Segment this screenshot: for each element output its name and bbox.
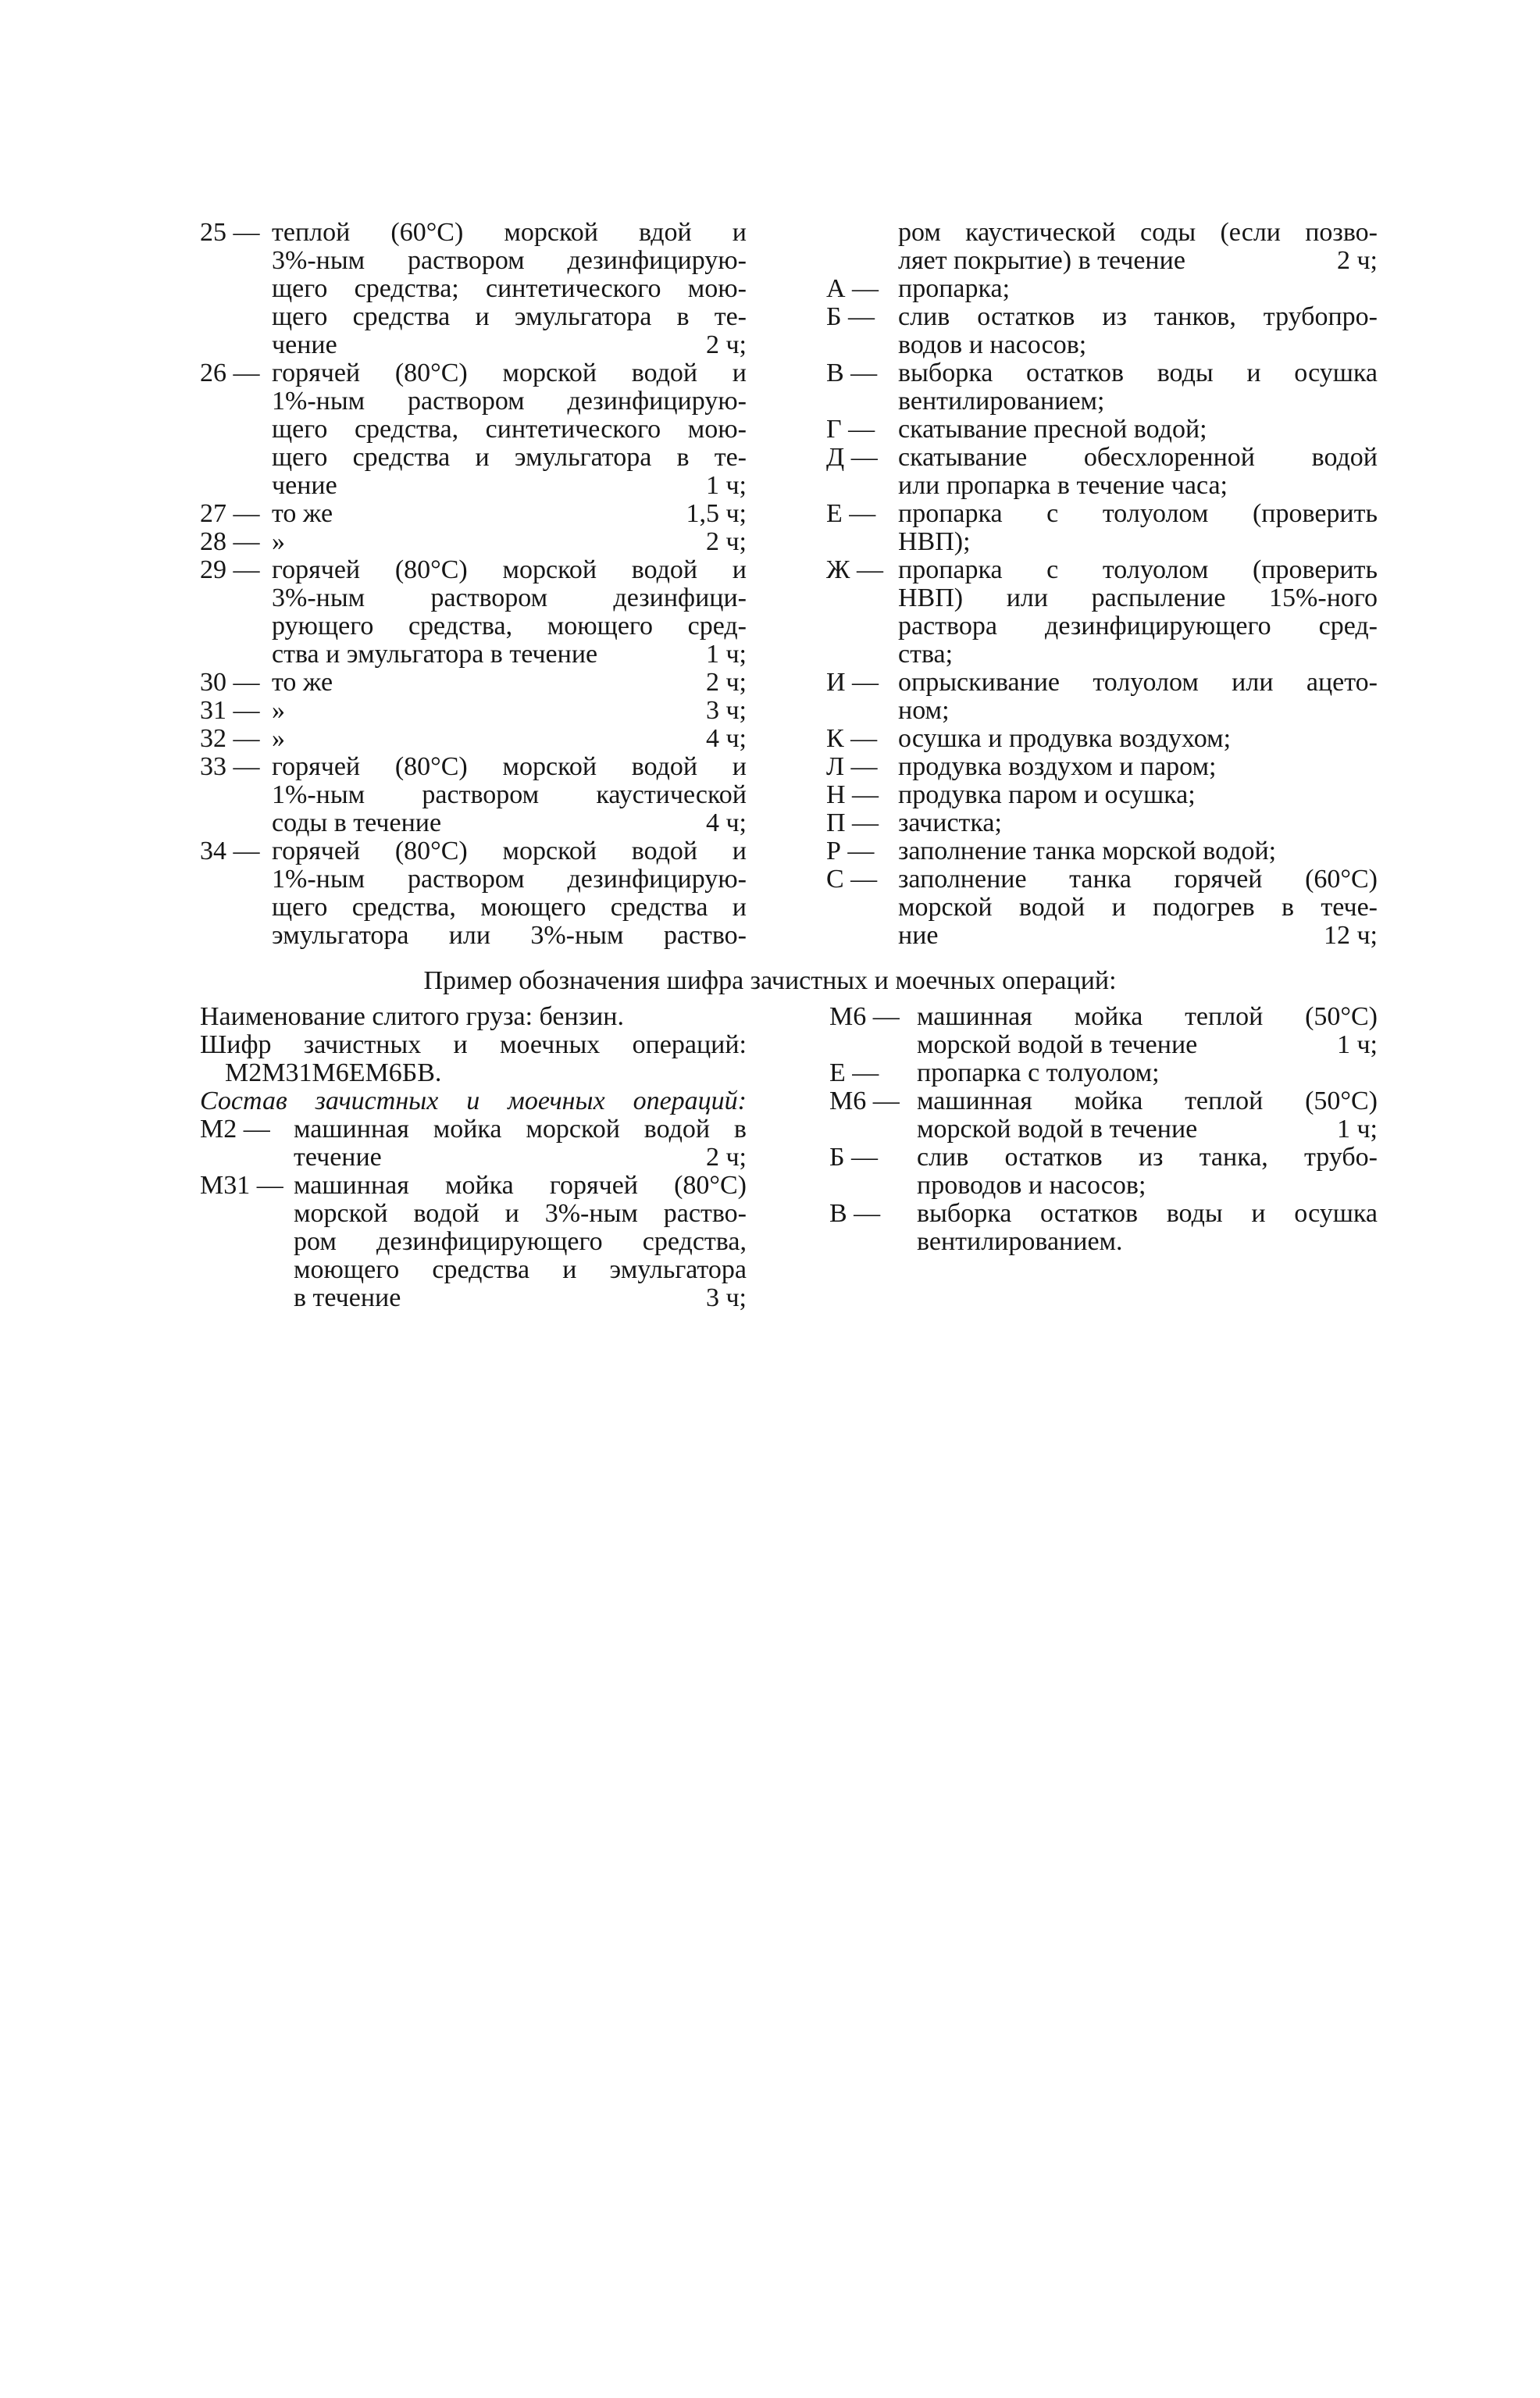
- entry-line: морской водой и 3%-ным раство-: [294, 1199, 747, 1228]
- entry-last-line: [294, 1144, 747, 1172]
- entry-body: [272, 500, 747, 528]
- entry-line: раствора дезинфицирующего сред-: [898, 612, 1378, 641]
- entry-line: заполнение танка горячей (60°С): [898, 865, 1378, 894]
- entry-last-text: чение: [272, 330, 337, 359]
- entry-row: [826, 781, 1378, 809]
- entry-body: [898, 753, 1378, 781]
- entry-row: [826, 725, 1378, 753]
- entry-line: щего средства и эмульгатора в те-: [272, 302, 747, 331]
- entry-last-line: [272, 472, 747, 500]
- entry-line: ром дезинфицирующего средства,: [294, 1227, 747, 1256]
- entry-body: [272, 528, 747, 556]
- entry-code: 33 —: [200, 752, 260, 781]
- entry-body: [272, 753, 747, 837]
- entry-last-text: ства;: [898, 640, 954, 669]
- entry-last-line: [898, 837, 1378, 865]
- entry-row: [829, 1087, 1378, 1144]
- entry-code: 32 —: [200, 724, 260, 753]
- entry-row: [826, 359, 1378, 416]
- entry-row: [826, 416, 1378, 444]
- entry-duration: 12 ч;: [1323, 921, 1378, 950]
- entry-last-line: [917, 1031, 1378, 1059]
- entry-duration: 2 ч;: [705, 330, 747, 359]
- entry-code: В —: [826, 359, 878, 387]
- entry-line: машинная мойка горячей (80°С): [294, 1171, 747, 1200]
- entry-last-text: вентилированием;: [898, 387, 1105, 416]
- entry-body: [272, 669, 747, 697]
- composition-label: Состав зачистных и моечных операций:: [200, 1087, 747, 1115]
- entry-line: выборка остатков воды и осушка: [898, 359, 1378, 387]
- entry-row: [829, 1144, 1378, 1200]
- entry-line: горячей (80°С) морской водой и: [272, 359, 747, 387]
- entry-body: [294, 1172, 747, 1312]
- entry-row: [829, 1059, 1378, 1087]
- entry-body: [917, 1059, 1378, 1087]
- entry-code: 27 —: [200, 499, 260, 528]
- entry-line: моющего средства и эмульгатора: [294, 1255, 747, 1284]
- entry-last-text: продувка паром и осушка;: [898, 780, 1196, 809]
- entry-last-line: [898, 922, 1378, 950]
- entry-last-text: осушка и продувка воздухом;: [898, 724, 1232, 753]
- entry-last-text: соды в течение: [272, 808, 442, 837]
- entry-body: [898, 725, 1378, 753]
- entry-body: [272, 556, 747, 669]
- entry-row: [826, 219, 1378, 275]
- entry-code: Е —: [826, 499, 876, 528]
- entry-code: М6 —: [829, 1087, 900, 1115]
- entry-line: скатывание обесхлоренной водой: [898, 443, 1378, 472]
- entry-last-text: продувка воздухом и паром;: [898, 752, 1217, 781]
- entry-row: [200, 1115, 747, 1172]
- entry-body: [917, 1144, 1378, 1200]
- entry-last-text: течение: [294, 1143, 382, 1172]
- entry-last-text: »: [272, 527, 285, 556]
- entry-row: [826, 556, 1378, 669]
- entry-last-line: [898, 697, 1378, 725]
- entry-code: М31 —: [200, 1171, 283, 1200]
- entry-last-text: ном;: [898, 696, 950, 725]
- entry-last-text: ляет покрытие) в течение: [898, 246, 1185, 275]
- entry-body: [898, 444, 1378, 500]
- entry-duration: 1,5 ч;: [686, 499, 747, 528]
- entry-row: [826, 753, 1378, 781]
- entry-code: Н —: [826, 780, 879, 809]
- entry-line: слив остатков из танка, трубо-: [917, 1143, 1378, 1172]
- entry-last-text: »: [272, 724, 285, 753]
- entry-last-line: [272, 669, 747, 697]
- entry-line: горячей (80°С) морской водой и: [272, 752, 747, 781]
- entry-last-text: пропарка;: [898, 274, 1011, 303]
- entry-last-line: [898, 641, 1378, 669]
- entry-last-line: [898, 331, 1378, 359]
- entry-last-line: [272, 331, 747, 359]
- entry-last-line: [917, 1115, 1378, 1144]
- entry-last-text: ства и эмульгатора в течение: [272, 640, 598, 669]
- entry-last-text: морской водой в течение: [917, 1030, 1198, 1059]
- left-column-top: [200, 219, 747, 950]
- entry-body: [272, 697, 747, 725]
- entry-code: 31 —: [200, 696, 260, 725]
- entry-last-text: пропарка с толуолом;: [917, 1058, 1160, 1087]
- entry-code: Е —: [829, 1058, 879, 1087]
- entry-body: [272, 359, 747, 500]
- entry-code: М2 —: [200, 1115, 270, 1144]
- entry-row: [826, 865, 1378, 950]
- cargo-line: Наименование слитого груза: бензин.: [200, 1002, 625, 1031]
- entry-last-line: [272, 528, 747, 556]
- entry-line: 3%-ным раствором дезинфицирую-: [272, 246, 747, 275]
- example-left-column: [200, 1003, 747, 1312]
- entry-last-text: чение: [272, 471, 337, 500]
- entry-body: [917, 1003, 1378, 1059]
- entry-line: эмульгатора или 3%-ным раство-: [272, 921, 747, 950]
- entry-line: щего средства и эмульгатора в те-: [272, 443, 747, 472]
- entry-code: В —: [829, 1199, 881, 1228]
- entry-line: горячей (80°С) морской водой и: [272, 555, 747, 584]
- entry-row: [200, 697, 747, 725]
- entry-last-text: заполнение танка морской водой;: [898, 837, 1277, 865]
- entry-line: 3%-ным раствором дезинфици-: [272, 583, 747, 612]
- entry-last-text: то же: [272, 499, 333, 528]
- entry-duration: 4 ч;: [705, 808, 747, 837]
- entry-row: [200, 669, 747, 697]
- entry-body: [898, 865, 1378, 950]
- entry-line: пропарка с толуолом (проверить: [898, 499, 1378, 528]
- entry-row: [829, 1200, 1378, 1256]
- entry-body: [898, 359, 1378, 416]
- entry-row: [200, 837, 747, 950]
- entry-body: [898, 669, 1378, 725]
- entry-code: 28 —: [200, 527, 260, 556]
- entry-body: [898, 275, 1378, 303]
- entry-row: [829, 1003, 1378, 1059]
- entry-duration: 1 ч;: [705, 640, 747, 669]
- entry-row: [826, 303, 1378, 359]
- entry-body: [898, 416, 1378, 444]
- entry-row: [826, 444, 1378, 500]
- entry-body: [898, 219, 1378, 275]
- entry-line: 1%-ным раствором дезинфицирую-: [272, 865, 747, 894]
- entry-row: [826, 275, 1378, 303]
- entry-last-line: [917, 1059, 1378, 1087]
- entry-last-text: водов и насосов;: [898, 330, 1087, 359]
- entry-duration: 4 ч;: [705, 724, 747, 753]
- entry-code: 29 —: [200, 555, 260, 584]
- entry-body: [917, 1200, 1378, 1256]
- entry-last-line: [272, 697, 747, 725]
- entry-last-line: [898, 809, 1378, 837]
- entry-last-line: [917, 1172, 1378, 1200]
- entry-code: Б —: [826, 302, 875, 331]
- entry-line: машинная мойка теплой (50°С): [917, 1002, 1378, 1031]
- entry-body: [898, 809, 1378, 837]
- entry-last-line: [917, 1228, 1378, 1256]
- entry-line: теплой (60°С) морской вдой и: [272, 218, 747, 247]
- entry-row: [200, 219, 747, 359]
- entry-line: пропарка с толуолом (проверить: [898, 555, 1378, 584]
- entry-line: НВП) или распыление 15%-ного: [898, 583, 1378, 612]
- entry-last-line: [898, 528, 1378, 556]
- entry-body: [272, 837, 747, 950]
- entry-body: [898, 837, 1378, 865]
- entry-row: [200, 500, 747, 528]
- entry-last-text: то же: [272, 668, 333, 697]
- entry-body: [294, 1115, 747, 1172]
- entry-duration: 3 ч;: [705, 696, 747, 725]
- entry-code: И —: [826, 668, 879, 697]
- entry-last-line: [898, 725, 1378, 753]
- entry-line: щего средства; синтетического мою-: [272, 274, 747, 303]
- right-column-top: [826, 219, 1378, 950]
- entry-last-text: вентилированием.: [917, 1227, 1123, 1256]
- entry-last-text: »: [272, 696, 285, 725]
- entry-last-text: зачистка;: [898, 808, 1002, 837]
- entry-code: Г —: [826, 415, 875, 444]
- entry-code: Л —: [826, 752, 878, 781]
- cipher-label: Шифр зачистных и моечных операций:: [200, 1030, 747, 1059]
- entry-code: К —: [826, 724, 878, 753]
- example-right-column: [829, 1003, 1378, 1256]
- entry-last-text: скатывание пресной водой;: [898, 415, 1207, 444]
- entry-code: Ж —: [826, 555, 883, 584]
- entry-line: опрыскивание толуолом или ацето-: [898, 668, 1378, 697]
- entry-row: [826, 837, 1378, 865]
- entry-row: [200, 753, 747, 837]
- entry-row: [200, 556, 747, 669]
- entry-line: 1%-ным раствором дезинфицирую-: [272, 387, 747, 416]
- entry-last-text: морской водой в течение: [917, 1115, 1198, 1144]
- entry-last-text: в течение: [294, 1283, 401, 1312]
- entry-line: щего средства, синтетического мою-: [272, 415, 747, 444]
- entry-code: С —: [826, 865, 878, 894]
- entry-line: морской водой и подогрев в тече-: [898, 893, 1378, 922]
- entry-duration: 2 ч;: [1336, 246, 1378, 275]
- entry-last-line: [272, 500, 747, 528]
- entry-line: 1%-ным раствором каустической: [272, 780, 747, 809]
- entry-duration: 2 ч;: [705, 668, 747, 697]
- entry-code: 34 —: [200, 837, 260, 865]
- entry-duration: 1 ч;: [1336, 1030, 1378, 1059]
- entry-duration: 2 ч;: [705, 527, 747, 556]
- entry-body: [272, 725, 747, 753]
- entry-row: [200, 1172, 747, 1312]
- entry-last-line: [272, 725, 747, 753]
- entry-duration: 2 ч;: [705, 1143, 747, 1172]
- entry-duration: 1 ч;: [705, 471, 747, 500]
- example-title: Пример обозначения шифра зачистных и моечных операций:: [423, 966, 1117, 995]
- entry-line: ром каустической соды (если позво-: [898, 218, 1378, 247]
- entry-last-line: [898, 275, 1378, 303]
- entry-last-line: [898, 387, 1378, 416]
- entry-body: [898, 500, 1378, 556]
- entry-row: [826, 500, 1378, 556]
- entry-last-line: [898, 753, 1378, 781]
- entry-code: 25 —: [200, 218, 260, 247]
- entry-last-line: [898, 472, 1378, 500]
- entry-last-line: [898, 416, 1378, 444]
- entry-code: Р —: [826, 837, 875, 865]
- entry-last-line: [898, 247, 1378, 275]
- entry-row: [200, 725, 747, 753]
- entry-last-line: [272, 641, 747, 669]
- entry-last-text: или пропарка в течение часа;: [898, 471, 1228, 500]
- entry-row: [826, 809, 1378, 837]
- entry-last-text: НВП);: [898, 527, 971, 556]
- entry-last-text: ние: [898, 921, 939, 950]
- entry-duration: 3 ч;: [705, 1283, 747, 1312]
- entry-code: 26 —: [200, 359, 260, 387]
- entry-row: [200, 528, 747, 556]
- entry-code: Б —: [829, 1143, 879, 1172]
- entry-line: рующего средства, моющего сред-: [272, 612, 747, 641]
- entry-body: [917, 1087, 1378, 1144]
- entry-code: 30 —: [200, 668, 260, 697]
- entry-duration: 1 ч;: [1336, 1115, 1378, 1144]
- entry-line: выборка остатков воды и осушка: [917, 1199, 1378, 1228]
- entry-row: [200, 359, 747, 500]
- entry-body: [898, 556, 1378, 669]
- entry-body: [898, 781, 1378, 809]
- entry-last-text: проводов и насосов;: [917, 1171, 1146, 1200]
- entry-line: машинная мойка теплой (50°С): [917, 1087, 1378, 1115]
- entry-code: М6 —: [829, 1002, 900, 1031]
- entry-row: [826, 669, 1378, 725]
- entry-last-line: [272, 809, 747, 837]
- entry-line: слив остатков из танков, трубопро-: [898, 302, 1378, 331]
- entry-line: щего средства, моющего средства и: [272, 893, 747, 922]
- entry-body: [898, 303, 1378, 359]
- entry-last-line: [898, 781, 1378, 809]
- entry-code: А —: [826, 274, 879, 303]
- cipher-value: М2М31М6ЕМ6БВ.: [225, 1058, 442, 1087]
- entry-line: машинная мойка морской водой в: [294, 1115, 747, 1144]
- entry-body: [272, 219, 747, 359]
- entry-code: Д —: [826, 443, 878, 472]
- entry-last-line: [294, 1284, 747, 1312]
- entry-code: П —: [826, 808, 879, 837]
- entry-line: горячей (80°С) морской водой и: [272, 837, 747, 865]
